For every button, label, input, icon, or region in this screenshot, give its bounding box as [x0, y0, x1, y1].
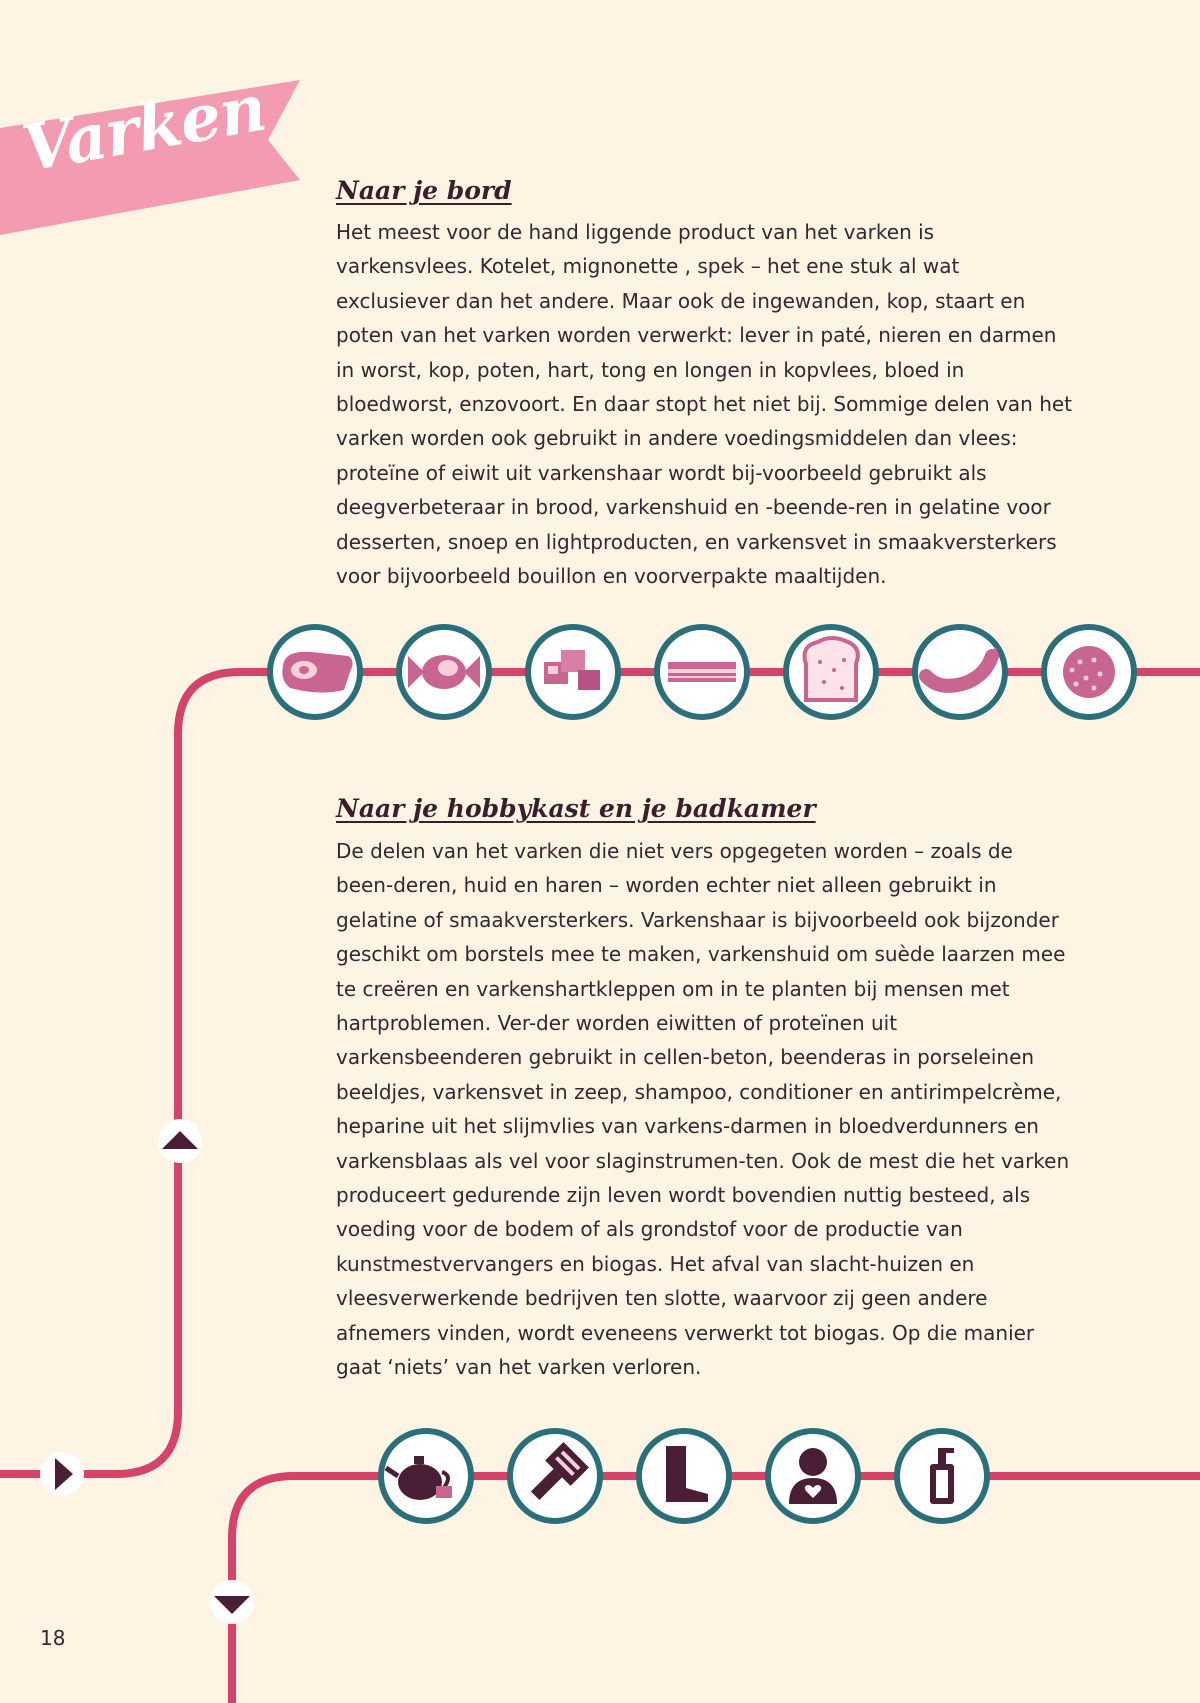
arrow-up-icon	[158, 1119, 202, 1163]
banner-title: Varken	[16, 70, 271, 187]
paintbrush-icon	[510, 1431, 600, 1521]
section-body-plate: Het meest voor de hand liggende product van het varken is varkensvlees. Kotelet, mignonette , spek – het ene stuk al wat exclusiever dan het andere. Maar ook de ingewanden, kop, staart en poten van het varken worden verwerkt: lever in paté, nieren en darmen in worst, kop, poten, hart, tong en longen in kopvlees, bloed in bloedworst, enzovoort. En daar stopt het niet bij. Sommige delen van het varken worden ook gebruikt in andere voedingsmiddelen dan vlees: proteïne of eiwit uit varkenshaar wordt bij-voorbeeld gebruikt als deegverbeteraar in brood, varkenshuid en -beende-ren in gelatine voor desserten, snoep en lightproducten, en varkensvet in smaakversterkers voor bijvoorbeeld bouillon en voorverpakte maaltijden.	[336, 220, 1073, 589]
steak-icon	[270, 627, 360, 717]
heart-patient-icon	[768, 1431, 858, 1521]
section-title-hobby: Naar je hobbykast en je badkamer	[336, 794, 816, 823]
ham-icon	[528, 627, 618, 717]
page-number: 18	[40, 1626, 66, 1650]
sausage-icon	[915, 627, 1005, 717]
soap-bottle-icon	[897, 1431, 987, 1521]
candy-icon	[399, 627, 489, 717]
salami-icon	[1044, 627, 1134, 717]
boot-icon	[639, 1431, 729, 1521]
bread-icon	[786, 627, 876, 717]
arrow-right-icon	[40, 1452, 84, 1496]
arrow-down-icon	[210, 1580, 254, 1624]
teapot-icon	[381, 1431, 471, 1521]
section-title-plate: Naar je bord	[336, 176, 512, 205]
bacon-icon	[657, 627, 747, 717]
section-body-hobby: De delen van het varken die niet vers opgegeten worden – zoals de been-deren, huid en haren – worden echter niet alleen gebruikt in gelatine of smaakversterkers. Varkenshaar is bijvoorbeeld ook bijzonder geschikt om borstels mee te maken, varkenshuid om suède laarzen mee te creëren en varkenshartkleppen om in te planten bij mensen met hartproblemen. Ver-der worden eiwitten of proteïnen uit varkensbeenderen gebruikt in cellen-beton, beenderas in porseleinen beeldjes, varkensvet in zeep, shampoo, conditioner en antirimpelcrème, heparine uit het slijmvlies van varkens-darmen in bloedverdunners en varkensblaas als vel voor slaginstrumen-ten. Ook de mest die het varken produceert gedurende zijn leven wordt bovendien nuttig besteed, als voeding voor de bodem of als grondstof voor de productie van kunstmestvervangers en biogas. Het afval van slacht-huizen en vleesverwerkende bedrijven ten slotte, waarvoor zij geen andere afnemers vinden, wordt eveneens verwerkt tot biogas. Op die manier gaat ‘niets’ van het varken verloren.	[336, 839, 1070, 1380]
